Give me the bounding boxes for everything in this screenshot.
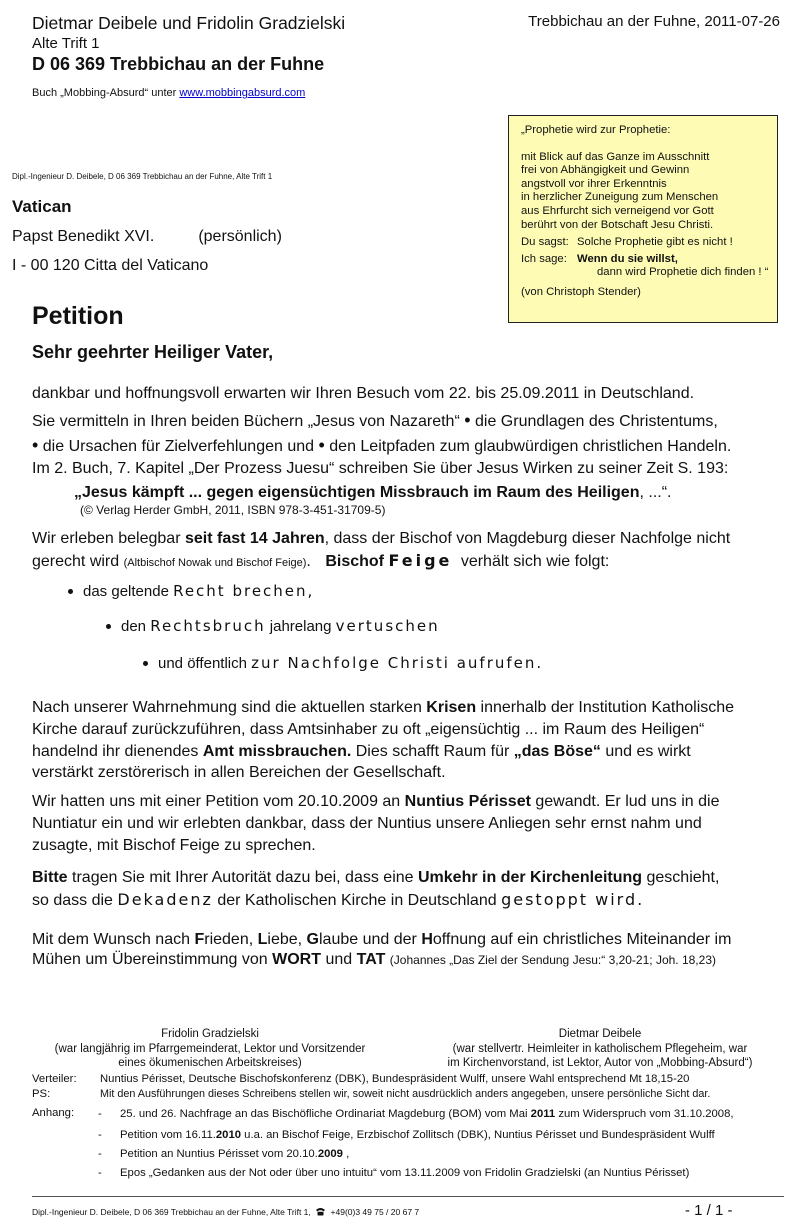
paragraph-2-line3: Im 2. Buch, 7. Kapitel „Der Prozess Juesu“ schreiben Sie über Jesus Wirken zu seiner Zeit S. 193:: [32, 460, 729, 477]
attachments-label: Anhang:: [32, 1107, 75, 1119]
signature-right-name: Dietmar Deibele: [558, 1028, 642, 1040]
signature-left-role-1: (war langjährig im Pfarrgemeinderat, Lektor und Vorsitzender: [54, 1043, 366, 1055]
paragraph-5-line2: Nuntiatur ein und wir erlebten dankbar, dass der Nuntius unsere Anliegen sehr ernst nahm und: [32, 815, 702, 832]
sender-street: Alte Trift 1: [32, 35, 100, 52]
prophecy-line: mit Blick auf das Ganze im Ausschnitt: [521, 150, 710, 163]
prophecy-ich: Ich sage: Wenn du sie willst,: [521, 252, 678, 265]
paragraph-3-line2: gerecht wird (Altbischof Nowak und Bischof Feige). Bischof Feige verhält sich wie folgt:: [32, 551, 610, 570]
signature-right-role-2: im Kirchenvorstand, ist Lektor, Autor von „Mobbing-Absurd“): [447, 1057, 753, 1069]
signature-right-role-1: (war stellvertr. Heimleiter in katholischem Pflegeheim, war: [452, 1043, 748, 1055]
bullet-item: das geltende Recht brechen,: [68, 582, 314, 600]
attachment-item: - Epos „Gedanken aus der Not oder über uno intuitu“ vom 13.11.2009 von Fridolin Gradzielski (an Nuntius Périsset): [98, 1167, 690, 1179]
recipient-line3: I - 00 120 Citta del Vaticano: [12, 257, 209, 274]
phone-icon: [315, 1207, 326, 1218]
recipient-line1: Vatican: [12, 197, 72, 216]
paragraph-3-line1: Wir erleben belegbar seit fast 14 Jahren, dass der Bischof von Magdeburg dieser Nachfolge nicht: [32, 530, 731, 547]
place-date: Trebbichau an der Fuhne, 2011-07-26: [528, 13, 780, 30]
bullet-icon: [143, 661, 148, 666]
paragraph-7-line1: Mit dem Wunsch nach Frieden, Liebe, Glaube und der Hoffnung auf ein christliches Miteinander im: [32, 931, 732, 948]
prophecy-line: frei von Abhängigkeit und Gewinn: [521, 164, 690, 177]
sender-names: Dietmar Deibele und Fridolin Gradzielski: [32, 13, 346, 33]
bullet-item: den Rechtsbruch jahrelang vertuschen: [106, 617, 440, 635]
postscript: PS: Mit den Ausführungen dieses Schreibens stellen wir, soweit nicht ausdrücklich anders angegeben, unsere persönliche Sicht dar.: [32, 1088, 711, 1100]
paragraph-2-line1: Sie vermitteln in Ihren beiden Büchern „Jesus von Nazareth“ • die Grundlagen des Christentums,: [32, 410, 718, 430]
paragraph-5-line1: Wir hatten uns mit einer Petition vom 20.10.2009 an Nuntius Périsset gewandt. Er lud uns in die: [32, 793, 720, 810]
paragraph-4-line4: verstärkt zerstörerisch in allen Bereichen der Gesellschaft.: [32, 764, 446, 781]
attachment-item: - Petition an Nuntius Périsset vom 20.10.2009 ,: [98, 1148, 350, 1160]
prophecy-author: (von Christoph Stender): [521, 285, 641, 298]
distribution: Verteiler: Nuntius Périsset, Deutsche Bischofskonferenz (DBK), Bundespräsident Wulff, unsere Wahl entsprechend Mt 18,15-20: [32, 1073, 690, 1085]
prophecy-ich-2: dann wird Prophetie dich finden ! “: [597, 266, 769, 279]
book-link[interactable]: www.mobbingabsurd.com: [179, 87, 306, 99]
book-quote: „Jesus kämpft ... gegen eigensüchtigen Missbrauch im Raum des Heiligen, ...“.: [74, 484, 672, 501]
footer-address: Dipl.-Ingenieur D. Deibele, D 06 369 Trebbichau an der Fuhne, Alte Trift 1, +49(0)3 49 75 / 20 67 7: [32, 1207, 420, 1217]
return-address: Dipl.-Ingenieur D. Deibele, D 06 369 Trebbichau an der Fuhne, Alte Trift 1: [12, 172, 273, 181]
page-title: Petition: [32, 302, 124, 330]
bullet-icon: [106, 624, 111, 629]
page-number: - 1 / 1 -: [685, 1202, 733, 1219]
prophecy-title: „Prophetie wird zur Prophetie:: [521, 124, 671, 136]
prophecy-line: berührt von der Botschaft Jesu Christi.: [521, 218, 714, 231]
prophecy-line: aus Ehrfurcht sich verneigend vor Gott: [521, 204, 714, 217]
paragraph-2-line2: • die Ursachen für Zielverfehlungen und • den Leitpfaden zum glaubwürdigen christlichen Handeln.: [32, 435, 732, 455]
prophecy-line: in herzlicher Zuneigung zum Menschen: [521, 191, 719, 204]
signature-left-role-2: eines ökumenischen Arbeitskreises): [118, 1057, 302, 1069]
paragraph-4-line1: Nach unserer Wahrnehmung sind die aktuellen starken Krisen innerhalb der Institution Katholische: [32, 699, 735, 716]
paragraph-1: dankbar und hoffnungsvoll erwarten wir Ihren Besuch vom 22. bis 25.09.2011 in Deutschland.: [32, 385, 695, 402]
prophecy-line: angstvoll vor ihrer Erkenntnis: [521, 177, 667, 190]
signature-left-name: Fridolin Gradzielski: [161, 1028, 259, 1040]
bullet-icon: [68, 589, 73, 594]
bullet-item: und öffentlich zur Nachfolge Christi aufrufen.: [143, 654, 543, 672]
copyright-note: (© Verlag Herder GmbH, 2011, ISBN 978-3-451-31709-5): [80, 503, 386, 517]
book-prefix: Buch „Mobbing-Absurd“ unter: [32, 87, 177, 99]
footer-divider: [32, 1196, 784, 1197]
prophecy-du: Du sagst: Solche Prophetie gibt es nicht !: [521, 236, 733, 249]
paragraph-6-line1: Bitte tragen Sie mit Ihrer Autorität dazu bei, dass eine Umkehr in der Kirchenleitung geschieht,: [32, 869, 720, 886]
sender-city: D 06 369 Trebbichau an der Fuhne: [32, 54, 325, 74]
book-reference: [32, 87, 305, 99]
paragraph-6-line2: so dass die Dekadenz der Katholischen Kirche in Deutschland gestoppt wird.: [32, 890, 645, 909]
attachment-item: - 25. und 26. Nachfrage an das Bischöfliche Ordinariat Magdeburg (BOM) vom Mai 2011 zum Widerspruch vom 31.10.2008,: [98, 1108, 734, 1120]
paragraph-4-line3: handelnd ihr dienendes Amt missbrauchen. Dies schafft Raum für „das Böse“ und es wirkt: [32, 743, 691, 760]
recipient-line2: Papst Benedikt XVI. (persönlich): [12, 228, 282, 245]
paragraph-4-line2: Kirche darauf zurückzuführen, dass Amtsinhaber zu oft „eigensüchtig ... im Raum des Heiligen“: [32, 721, 705, 738]
paragraph-7-line2: Mühen um Übereinstimmung von WORT und TAT (Johannes „Das Ziel der Sendung Jesu:“ 3,20-21; Joh. 18,23): [32, 951, 716, 968]
attachment-item: - Petition vom 16.11.2010 u.a. an Bischof Feige, Erzbischof Zollitsch (DBK), Nuntius Périsset und Bundespräsident Wulff: [98, 1129, 715, 1141]
prophecy-box: [508, 115, 778, 323]
paragraph-5-line3: zusagte, mit Bischof Feige zu sprechen.: [32, 837, 316, 854]
salutation: Sehr geehrter Heiliger Vater,: [32, 342, 274, 362]
